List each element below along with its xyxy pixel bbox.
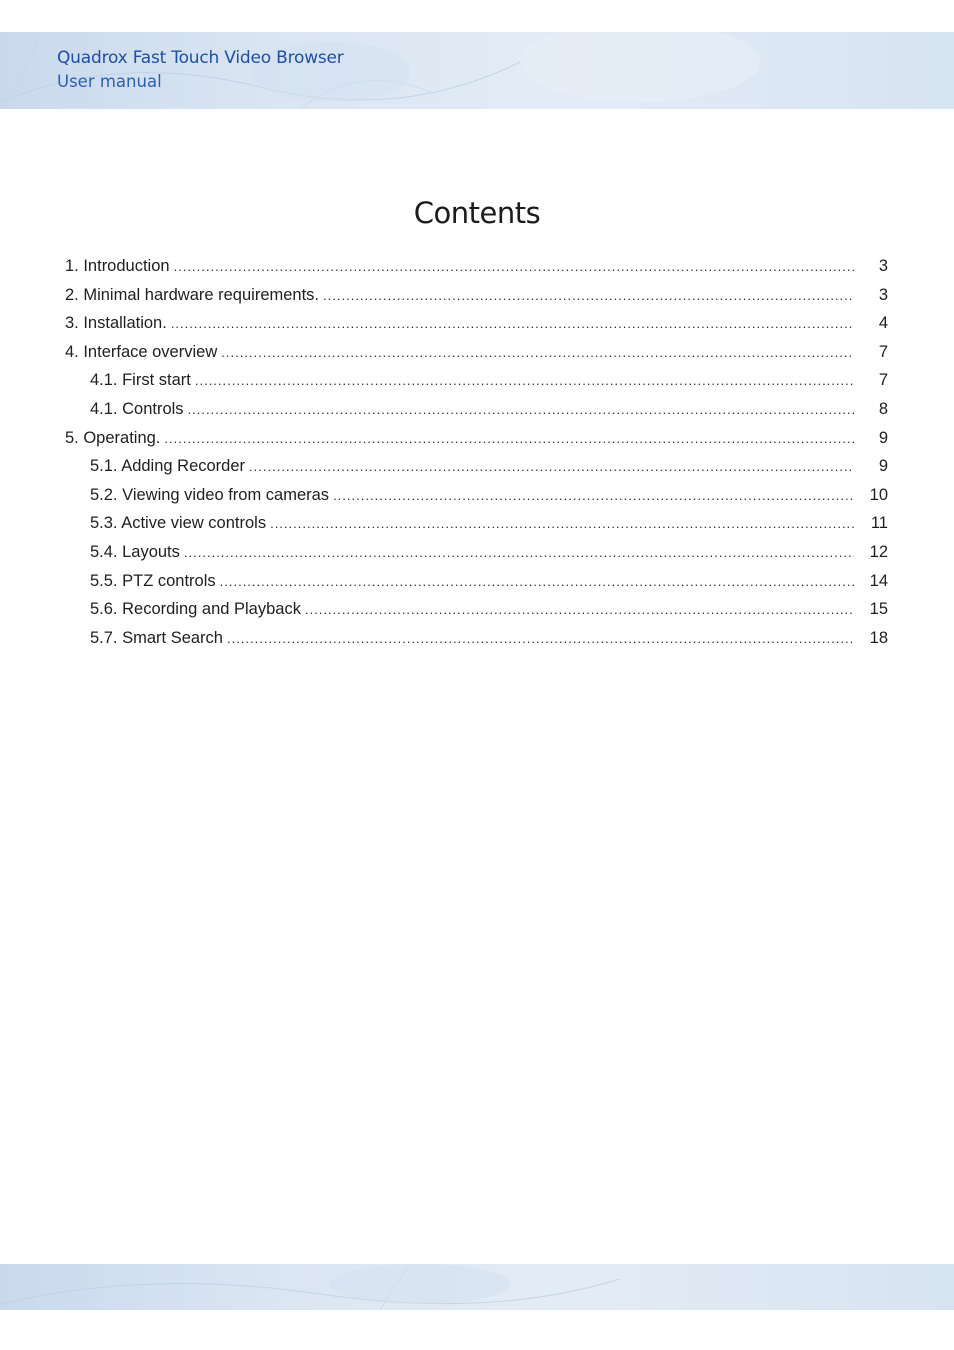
toc-entry-label: 5. Operating. <box>65 428 161 447</box>
toc-entry[interactable] <box>65 572 893 601</box>
toc-entry-page-number: 14 <box>869 571 888 590</box>
toc-leader-dots <box>305 602 854 617</box>
toc-entry-page-number: 11 <box>870 514 888 533</box>
toc-entry-page-number: 12 <box>869 542 888 561</box>
toc-leader-dots <box>174 259 854 274</box>
toc-leader-dots <box>227 631 854 646</box>
document-subtitle: User manual <box>57 72 162 91</box>
header-banner <box>0 32 954 109</box>
toc-entry-label: 5.3. Active view controls <box>90 514 267 533</box>
footer-banner <box>0 1264 954 1310</box>
toc-entry-label: 1. Introduction <box>65 257 170 275</box>
toc-entry-label: 4.1. First start <box>90 371 191 390</box>
toc-entry-page-number: 4 <box>878 314 888 333</box>
banner-decoration <box>0 32 954 109</box>
toc-entry-page-number: 3 <box>878 285 888 304</box>
toc-entry[interactable] <box>65 629 893 658</box>
document-title: Quadrox Fast Touch Video Browser <box>57 48 344 68</box>
toc-entry-label: 5.6. Recording and Playback <box>90 600 301 619</box>
toc-entry[interactable] <box>65 257 893 286</box>
toc-entry-page-number: 3 <box>878 257 888 275</box>
toc-entry-page-number: 8 <box>878 399 888 418</box>
toc-entry-page-number: 10 <box>869 485 888 504</box>
toc-leader-dots <box>184 545 854 560</box>
toc-entry-label: 4. Interface overview <box>65 342 218 361</box>
toc-leader-dots <box>333 488 854 503</box>
toc-entry[interactable] <box>65 343 893 372</box>
toc-leader-dots <box>270 516 854 531</box>
table-of-contents <box>65 257 893 657</box>
toc-leader-dots <box>249 459 854 474</box>
banner-decoration <box>0 1264 954 1310</box>
toc-entry-page-number: 7 <box>878 342 888 361</box>
toc-entry-label: 4.1. Controls <box>90 399 184 418</box>
toc-entry-label: 5.5. PTZ controls <box>90 571 216 590</box>
toc-entry-page-number: 9 <box>878 457 888 476</box>
toc-entry-label: 3. Installation. <box>65 314 167 333</box>
toc-entry-label: 2. Minimal hardware requirements. <box>65 285 320 304</box>
toc-entry[interactable] <box>65 543 893 572</box>
toc-entry[interactable] <box>65 514 893 543</box>
toc-entry[interactable] <box>65 400 893 429</box>
toc-leader-dots <box>195 373 854 388</box>
toc-leader-dots <box>188 402 854 417</box>
toc-entry[interactable] <box>65 457 893 486</box>
toc-entry-page-number: 15 <box>869 600 888 619</box>
toc-entry[interactable] <box>65 371 893 400</box>
toc-entry[interactable] <box>65 486 893 515</box>
toc-leader-dots <box>323 288 854 303</box>
toc-entry-page-number: 9 <box>878 428 888 447</box>
toc-entry-page-number: 18 <box>869 628 888 647</box>
toc-entry-label: 5.2. Viewing video from cameras <box>90 485 330 504</box>
toc-entry[interactable] <box>65 429 893 458</box>
toc-leader-dots <box>164 431 854 446</box>
toc-leader-dots <box>171 316 854 331</box>
toc-entry-label: 5.7. Smart Search <box>90 628 223 647</box>
contents-heading: Contents <box>413 196 541 230</box>
toc-entry[interactable] <box>65 600 893 629</box>
toc-entry[interactable] <box>65 314 893 343</box>
toc-entry-page-number: 7 <box>878 371 888 390</box>
toc-leader-dots <box>221 345 854 360</box>
toc-entry-label: 5.4. Layouts <box>90 542 180 561</box>
toc-leader-dots <box>220 574 854 589</box>
toc-entry[interactable] <box>65 286 893 315</box>
toc-entry-label: 5.1. Adding Recorder <box>90 457 246 476</box>
